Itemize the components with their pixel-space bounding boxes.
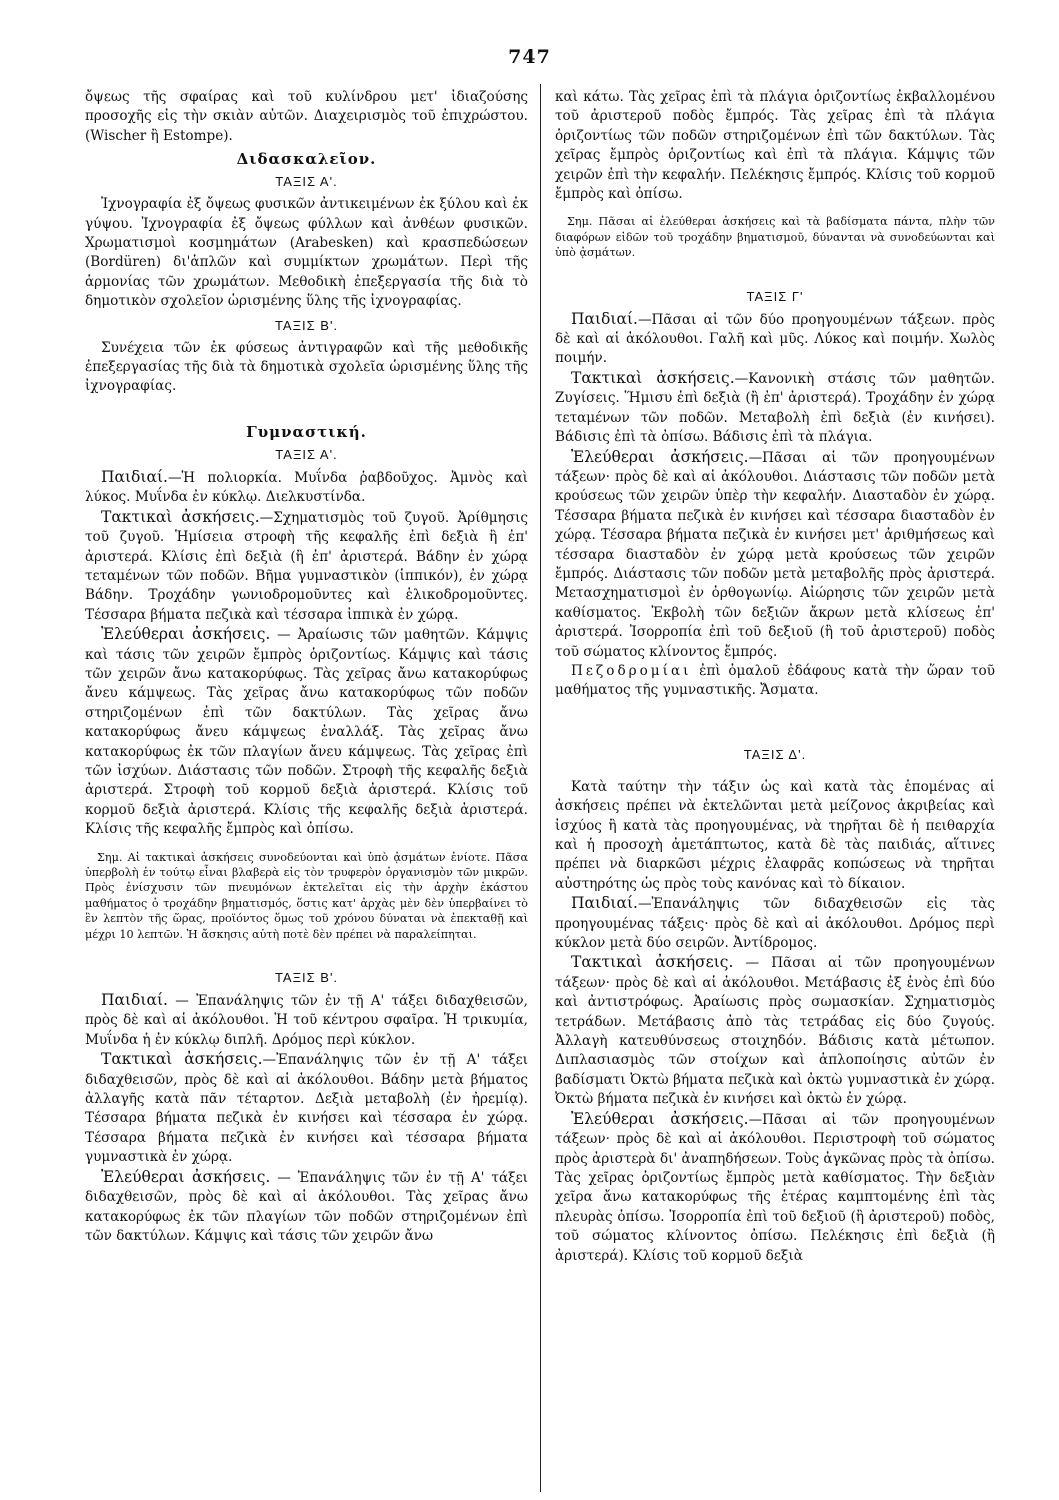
note-a: Σημ. Αἱ τακτικαὶ ἀσκήσεις συνοδεύονται καὶ ὑπὸ ᾀσμάτων ἐνίοτε. Πᾶσα ὑπερβολὴ ἐν τούτῳ εἶναι βλαβερὰ εἰς τὸν τρυφερὸν ὀργανισμὸν τῶν μικρῶν. Πρὸς ἐνίσχυσιν τῶν πνευμόνων ἐκτελεῖται εἰς τὴν ἀρχὴν ἑκάστου μαθήματος ὁ τροχάδην βηματισμός, ὅστις κατ' ἀρχὰς μὲν δὲν ὑπερβαίνει τὸ ἓν λεπτὸν τῆς ὥρας, προϊόντος ὅμως τοῦ χρόνου δύναται νὰ ἐπεκταθῇ καὶ μέχρι 10 λεπτῶν. Ἡ ἄσκησις αὐτὴ ποτὲ δὲν πρέπει νὰ παραλείπηται. <box>85 850 528 941</box>
b-taktikai-lead: Τακτικαὶ ἀσκήσεις. <box>101 1050 263 1069</box>
g-taktikai-text: —Κανονικὴ στάσις τῶν μαθητῶν. Ζυγίσεις. Ἥμισυ ἐπὶ δεξιὰ (ἢ ἐπ' ἀριστερά). Τροχάδην ἐν χώρᾳ τεταμένων τῶν ποδῶν. Μεταβολὴ ἐπὶ δεξιὰ (ἐν κινήσει). Βάδισις ἐπὶ τὰ ὀπίσω. Βάδισις ἐπὶ τὰ πλάγια. <box>555 370 995 446</box>
left-column <box>85 88 528 1488</box>
b-paidiai-lead: Παιδιαί. <box>101 991 168 1010</box>
g-paidiai-lead: Παιδιαί. <box>571 309 638 328</box>
didaskaleion-heading: Διδασκαλεῖον. <box>236 150 377 169</box>
g-paidiai-paragraph <box>555 310 995 369</box>
gymnastiki-taxis-a-label: ΤΑΞΙΣ Α'. <box>275 446 338 462</box>
g-eleftherai-lead: Ἐλεύθεραι ἀσκήσεις. <box>571 447 749 466</box>
d-taktikai-text: — Πᾶσαι αἱ τῶν προηγουμένων τάξεων· πρὸς δὲ καὶ αἱ ἀκόλουθοι. Μετάβασις ἐξ ἑνὸς ἐπὶ δύο καὶ ἀντιστρόφως. Ἀραίωσις πρὸς σωμασκίαν. Σχηματισμὸς τετράδων. Μετάβασις ἀπὸ τὰς τετράδας εἰς δύο ζυγούς. Ἀλλαγὴ κατευθύνσεως στοιχηδόν. Βάδισις κατὰ μέτωπον. Διπλασιασμὸς τῶν στοίχων καὶ ἁπλοποίησις αὐτῶν ἐν βαδίσματι Ὀκτὼ βήματα πεζικὰ καὶ ὀκτὼ γυμναστικὰ ἐν χώρᾳ. Ὀκτὼ βήματα πεζικὰ ἐν κινήσει καὶ ὀκτὼ ἐν χώρᾳ. <box>555 955 995 1108</box>
note-b: Σημ. Πᾶσαι αἱ ἐλεύθεραι ἀσκήσεις καὶ τὰ βαδίσματα πάντα, πλὴν τῶν διαφόρων εἰδῶν τοῦ τροχάδην βηματισμοῦ, δύνανται νὰ συνοδεύωνται καὶ ὑπὸ ᾀσμάτων. <box>555 215 995 260</box>
paidiai-lead: Παιδιαί. <box>101 467 168 486</box>
d-paidiai-paragraph <box>555 894 995 953</box>
eleftherai-lead: Ἐλεύθεραι ἀσκήσεις. <box>101 625 271 644</box>
taxis-g-label: ΤΑΞΙΣ Γ' <box>746 288 804 304</box>
page-number: 747 <box>508 46 551 68</box>
d-paidiai-lead: Παιδιαί. <box>571 894 638 913</box>
g-paidiai-text: —Πᾶσαι αἱ τῶν δύο προηγουμένων τάξεων. πρὸς δὲ καὶ αἱ ἀκόλουθοι. Γαλῆ καὶ μῦς. Λύκος καὶ ποιμήν. Χωλὸς ποιμήν. <box>555 311 995 367</box>
d-eleftherai-paragraph <box>555 1110 995 1266</box>
right-column <box>555 88 995 1488</box>
d-taktikai-lead: Τακτικαὶ ἀσκήσεις. <box>571 953 734 972</box>
b-taktikai-paragraph <box>85 1050 528 1167</box>
eleftherai-paragraph <box>85 625 528 839</box>
g-eleftherai-text: —Πᾶσαι αἱ τῶν προηγουμένων τάξεων· πρὸς δὲ καὶ αἱ ἀκόλουθοι. Διάστασις τῶν ποδῶν μετὰ κρούσεως τῶν χειρῶν ὑπὲρ τὴν κεφαλήν. Διασταδὸν ἐν χώρᾳ. Τέσσαρα βήματα πεζικὰ ἐν κινήσει καὶ τέσσαρα διασταδὸν ἐν χώρᾳ. Τέσσαρα βήματα πεζικὰ ἐν κινήσει μετ' ἀριθμήσεως καὶ τέσσαρα διασταδὸν ἐν χώρᾳ μετὰ κρούσεως τῶν χειρῶν ἔμπρός. Διάστασις τῶν ποδῶν μετὰ μεταβολῆς πρὸς ἀριστερά. Μετασχηματισμοὶ ἐν ὀρθογωνίῳ. Αἰώρησις τῶν χειρῶν μετὰ καθίσματος. Ἐκβολὴ τῶν δεξιῶν ἄκρων μετὰ κλίσεως ἐπ' ἀριστερά. Ἰσορροπία ἐπὶ τοῦ δεξιοῦ (ἢ τοῦ ἀριστεροῦ) ποδὸς τοῦ σώματος κλίνοντος ἔμπρός. <box>555 449 995 660</box>
taktikai-text: —Σχηματισμὸς τοῦ ζυγοῦ. Ἀρίθμησις τοῦ ζυγοῦ. Ἡμίσεια στροφὴ τῆς κεφαλῆς ἐπὶ δεξιὰ ἢ ἐπ' ἀριστερά. Κλίσις ἐπὶ δεξιὰ (ἢ ἐπ' ἀριστερά. Βάδην ἐν χώρᾳ τεταμένων τῶν ποδῶν. Βῆμα γυμναστικὸν (ἱππικόν), ἐν χώρᾳ Βάδην. Τροχάδην γωνιοδρομοῦντες καὶ ἑλικοδρομοῦντες. Τέσσαρα βήματα πεζικὰ καὶ τέσσαρα ἱππικὰ ἐν χώρᾳ. <box>85 509 528 623</box>
paidiai-paragraph <box>85 468 528 508</box>
gymnastiki-taxis-b-label: ΤΑΞΙΣ Β'. <box>274 970 339 986</box>
didaskaleion-taxis-a-text: Ἰχνογραφία ἐξ ὄψεως φυσικῶν ἀντικειμένων ἐκ ξύλου καὶ ἐκ γύψου. Ἰχνογραφία ἐξ ὄψεως φύλλων καὶ ἀνθέων φυσικῶν. Χρωματισμοὶ κοσμημάτων (Arabesken) καὶ κρασπεδώσεων (Bordüren) δι'ἁπλῶν καὶ συμμίκτων χρωμάτων. Περὶ τῆς ἁρμονίας τῶν χρωμάτων. Μεθοδικὴ ἐπεξεργασία τῆς διὰ τὸ δημοτικὸν σχολεῖον ὡρισμένης ὕλης τῆς ἰχνογραφίας. <box>85 196 528 310</box>
pezodromiai-lead: Πεζοδρομίαι <box>571 662 692 679</box>
d-taktikai-paragraph <box>555 953 995 1109</box>
taxis-d-label: ΤΑΞΙΣ Δ'. <box>743 746 807 762</box>
d-intro: Κατὰ ταύτην τὴν τάξιν ὡς καὶ κατὰ τὰς ἑπομένας αἱ ἀσκήσεις πρέπει νὰ ἐκτελῶνται μετὰ μείζονος ἀκριβείας καὶ ἰσχύος ἢ κατὰ τὰς προηγουμένας, νὰ τηρῆται δὲ ἡ πειθαρχία καὶ ἡ προσοχὴ ἀμετάπτωτος, κατὰ δὲ τὰς παιδιάς, αἵτινες πρέπει νὰ διαρκῶσι μέχρις ἐλαφρᾶς κοπώσεως νὰ τηρῆται αὐστηρότης ὡς πρὸς τοὺς κανόνας καὶ τὸ δίκαιον. <box>555 778 995 892</box>
d-eleftherai-lead: Ἐλεύθεραι ἀσκήσεις. <box>571 1109 749 1128</box>
didaskaleion-taxis-b-label: ΤΑΞΙΣ Β'. <box>274 317 339 333</box>
continuation-paragraph: καὶ κάτω. Τὰς χεῖρας ἐπὶ τὰ πλάγια ὁριζοντίως ἐκβαλλομένου τοῦ ἀριστεροῦ ποδὸς ἔμπρός. Τὰς χεῖρας ἐπὶ τὰ πλάγια ὁριζοντίως τῶν ποδῶν στηριζομένων ἐπὶ τῶν δακτύλων. Τὰς χεῖρας ἔμπρὸς ὁριζοντίως καὶ ἐπὶ τὰ πλάγια. Κάμψις τῶν χειρῶν ἐπὶ τὴν κεφαλήν. Πελέκησις ἔμπρός. Κλίσις τοῦ κορμοῦ ἔμπρὸς καὶ ὀπίσω. <box>555 89 995 203</box>
b-eleftherai-lead: Ἐλεύθεραι ἀσκήσεις. <box>101 1167 271 1186</box>
eleftherai-text: — Ἀραίωσις τῶν μαθητῶν. Κάμψις καὶ τάσις τῶν χειρῶν ἔμπρὸς ὁριζοντίως. Κάμψις καὶ τάσις τῶν χειρῶν ἄνω κατακορύφως. Τὰς χεῖρας ἄνω κατακορύφως ἄνευ κάμψεως. Τὰς χεῖρας ἄνω κατακορύφως τῶν ποδῶν στηριζομένων ἐπὶ τῶν δακτύλων. Τὰς χεῖρας ἄνω κατακορύφως ἄνευ κάμψεως ἐναλλάξ. Τὰς χεῖρας ἄνω κατακορύφως ἐκ τῶν πλαγίων ἄνευ κάμψεως. Τὰς χεῖρας ἐπὶ τῶν ἰσχύων. Διάστασις τῶν ποδῶν. Στροφὴ τῆς κεφαλῆς δεξιὰ ἀριστερά. Στροφὴ τοῦ κορμοῦ δεξιὰ ἀριστερά. Κλίσις τοῦ κορμοῦ δεξιὰ ἀριστερά. Κλίσις τῆς κεφαλῆς δεξιὰ ἀριστερά. Κλίσις τῆς κεφαλῆς ἔμπρὸς καὶ ὀπίσω. <box>85 627 528 838</box>
taktikai-lead: Τακτικαὶ ἀσκήσεις. <box>101 507 260 526</box>
b-paidiai-text: — Ἐπανάληψις τῶν ἐν τῇ Α' τάξει διδαχθεισῶν, πρὸς δὲ καὶ αἱ ἀκόλουθοι. Ἡ τοῦ κέντρου σφαῖρα. Ἡ τρικυμία, Μυΐνδα ἡ ἐν κύκλῳ διπλῆ. Δρόμος περὶ κύκλον. <box>85 993 528 1048</box>
g-taktikai-lead: Τακτικαὶ ἀσκήσεις. <box>571 368 735 387</box>
pezodromiai-text: ἐπὶ ὁμαλοῦ ἐδάφους κατὰ τὴν ὥραν τοῦ μαθήματος τῆς γυμναστικῆς. Ἄσματα. <box>555 662 995 699</box>
intro-paragraph: ὄψεως τῆς σφαίρας καὶ τοῦ κυλίνδρου μετ' ἰδιαζούσης προσοχῆς εἰς τὴν σκιὰν αὐτῶν. Διαχειρισμὸς τοῦ ἐπιχρώστου. (Wischer ἢ Estompe). <box>85 89 528 144</box>
b-eleftherai-text: — Ἐπανάληψις τῶν ἐν τῇ Α' τάξει διδαχθεισῶν, πρὸς δὲ καὶ αἱ ἀκόλουθοι. Τὰς χεῖρας ἄνω κατακορύφως ἐκ τῶν πλαγίων τῶν ποδῶν στηριζομένων ἐπὶ τῶν δακτύλων. Κάμψις καὶ τάσις τῶν χειρῶν ἄνω <box>85 1169 528 1244</box>
pezodromiai-paragraph <box>555 662 995 701</box>
b-paidiai-paragraph <box>85 991 528 1050</box>
b-eleftherai-paragraph <box>85 1168 528 1247</box>
didaskaleion-taxis-a-label: ΤΑΞΙΣ Α'. <box>275 174 338 190</box>
column-divider <box>540 84 541 1492</box>
d-paidiai-text: —Ἐπανάληψις τῶν διδαχθεισῶν εἰς τὰς προηγουμένας τάξεις· πρὸς δὲ καὶ αἱ ἀκόλουθοι. Δρόμος περὶ κύκλον μετὰ δύο σειρῶν. Ἀντίδρομος. <box>555 896 995 952</box>
gymnastiki-heading: Γυμναστική. <box>246 422 367 441</box>
d-eleftherai-text: —Πᾶσαι αἱ τῶν προηγουμένων τάξεων· πρὸς δὲ καὶ αἱ ἀκόλουθοι. Περιστροφὴ τοῦ σώματος πρὸς ἀριστερὰ δι' ἀναπηδήσεων. Τοὺς ἀγκῶνας πρὸς τὰ ὀπίσω. Τὰς χεῖρας ὁριζοντίως ἔμπρὸς μετὰ καθίσματος. Τὴν δεξιὰν χεῖρα ἄνω κατακορύφως τῆς ἑτέρας καμπτομένης ἐπὶ τὰς πλευρὰς ὀπίσω. Ἰσορροπία ἐπὶ τοῦ δεξιοῦ (ἢ ἀριστεροῦ) ποδὸς, τοῦ σώματος κλίνοντος ὀπίσω. Πελέκησις ἐπὶ δεξιὰ (ἢ ἀριστερά). Κλίσις τοῦ κορμοῦ δεξιὰ <box>555 1111 995 1264</box>
taktikai-paragraph <box>85 508 528 625</box>
g-taktikai-paragraph <box>555 369 995 448</box>
g-eleftherai-paragraph <box>555 448 995 662</box>
paidiai-text: —Ἡ πολιορκία. Μυΐνδα ῥαβδοῦχος. Ἀμνὸς καὶ λύκος. Μυΐνδα ἐν κύκλῳ. Διελκυστίνδα. <box>85 469 528 506</box>
didaskaleion-taxis-b-text: Συνέχεια τῶν ἐκ φύσεως ἀντιγραφῶν καὶ τῆς μεθοδικῆς ἐπεξεργασίας τῆς διὰ τὰ δημοτικὰ σχολεῖα ὡρισμένης ὕλης τῆς ἰχνογραφίας. <box>85 339 528 395</box>
b-taktikai-text: —Ἐπανάληψις τῶν ἐν τῇ Α' τάξει διδαχθεισῶν, πρὸς δὲ καὶ αἱ ἀκόλουθοι. Βάδην μετὰ βήματος ἀλλαγῆς κατὰ πᾶν τέταρτον. Δεξιὰ μεταβολὴ (ἐν ἠρεμίᾳ). Τέσσαρα βήματα πεζικὰ ἐν κινήσει καὶ τέσσαρα ἐν χώρᾳ. Τέσσαρα βήματα πεζικὰ ἐν κινήσει καὶ τέσσαρα βήματα γυμναστικὰ ἐν χώρᾳ. <box>85 1052 528 1166</box>
